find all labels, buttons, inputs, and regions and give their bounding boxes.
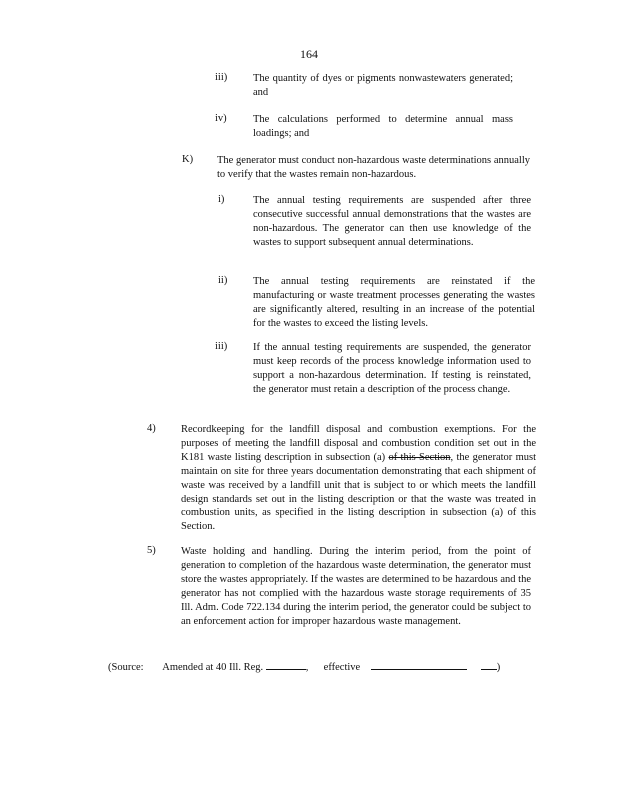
item-label: iii): [215, 341, 228, 352]
item-label: iv): [215, 113, 227, 124]
item-text: The generator must conduct non-hazardous waste determinations annually to verify that the wastes remain non-hazardous.: [217, 155, 530, 180]
blank-line: [371, 659, 467, 670]
item-text: The annual testing requirements are suspended after three consecutive successful annual demonstrations that the wastes are non-hazardous. The generator can then use knowledge of the wastes to support subsequent annual determinations.: [253, 195, 531, 248]
item-text: [181, 423, 536, 534]
source-effective: effective: [323, 662, 361, 673]
source-open: (Source:: [108, 662, 144, 673]
source-comma: ,: [305, 662, 309, 673]
struck-text: of this Section: [388, 451, 451, 463]
page-number: 164: [300, 47, 318, 61]
item-text: Waste holding and handling. During the interim period, from the point of generation to completion of the hazardous waste determination, the generator must store the wastes appropriately. If the wastes are determined to be hazardous and the generator has not complied with the hazardous waste storage requirements of 35 Ill. Adm. Code 722.134 during the interim period, the generator could be subject to an enforcement action for improper hazardous waste management.: [181, 546, 531, 627]
blank-line: [481, 659, 497, 670]
source-close: ): [496, 662, 501, 673]
source-amended: Amended at 40 Ill. Reg.: [162, 662, 264, 673]
item-label: 5): [147, 545, 156, 556]
item-text: The annual testing requirements are reinstated if the manufacturing or waste treatment processes generating the wastes are significantly altered, resulting in an increase of the potential for the wastes to exceed the listing levels.: [253, 276, 535, 329]
item-label: i): [218, 194, 225, 205]
item-text-part: Recordkeeping for the landfill disposal and combustion exemptions. For the purposes of meeting the landfill disposal and combustion condition set out in the K181 waste listing description in subsection (a): [181, 424, 536, 463]
item-text: If the annual testing requirements are suspended, the generator must keep records of the process knowledge information used to support a non-hazardous determination. If testing is reinstated, the generator must retain a description of the process change.: [253, 342, 531, 395]
item-label: 4): [147, 423, 156, 434]
item-label: K): [182, 154, 194, 165]
blank-line: [266, 659, 306, 670]
item-text: The calculations performed to determine annual mass loadings; and: [253, 114, 513, 139]
item-label: iii): [215, 72, 228, 83]
item-text: The quantity of dyes or pigments nonwastewaters generated; and: [253, 73, 513, 98]
item-label: ii): [218, 275, 228, 286]
item-text-part: , the generator must maintain on site for three years documentation demonstrating that each shipment of waste was received by a landfill unit that is subject to or which meets the landfill design standards set out in the listing description or that the waste was treated in combustion units, as specified in the listing description in subsection (a) of this Section.: [181, 451, 536, 533]
source-note: [108, 659, 500, 673]
